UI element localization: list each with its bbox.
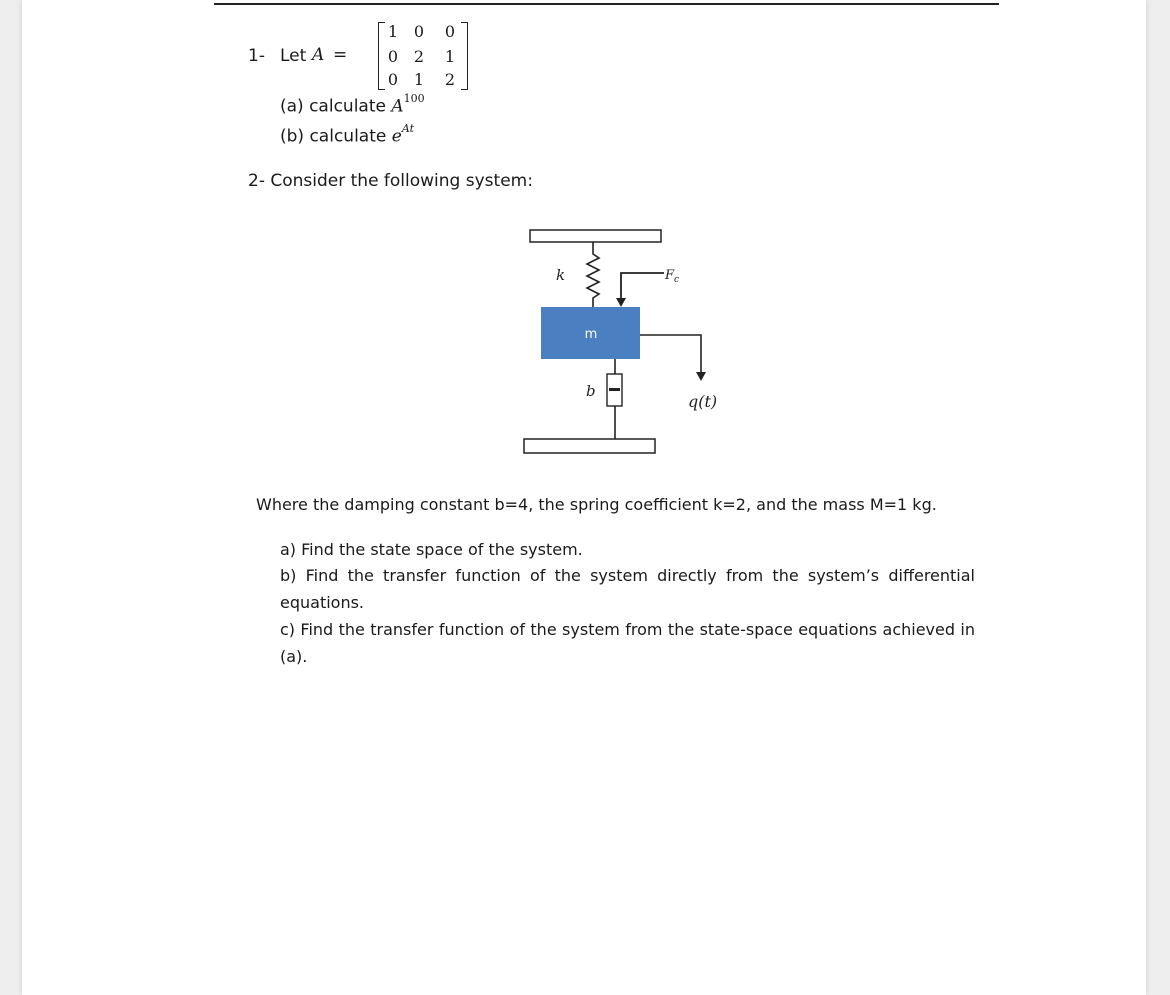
problem-1-part-b	[280, 122, 414, 147]
output-label: q(t)	[688, 392, 718, 411]
matrix-cell: 0	[387, 70, 399, 89]
question-c: c) Find the transfer function of the system from the state-space equations achieved in (a).	[280, 620, 975, 666]
force-label: $F_c$	[665, 268, 680, 285]
top-support	[530, 230, 661, 242]
force-arrowhead	[616, 298, 626, 307]
matrix-right-bracket	[461, 22, 468, 90]
part-b-label: (b) calculate	[280, 126, 387, 147]
part-a-base: A	[391, 96, 404, 117]
problem-1-part-a	[280, 92, 425, 117]
matrix-cell: 2	[444, 70, 456, 89]
matrix-cell: 0	[413, 22, 425, 41]
part-b-exponent: At	[401, 122, 414, 135]
problem-1-number: 1-	[248, 46, 265, 66]
matrix-cell: 1	[387, 22, 399, 41]
matrix-cell: 0	[444, 22, 456, 41]
part-a-label: (a) calculate	[280, 96, 386, 117]
ground-support	[524, 439, 655, 453]
equals-sign: =	[333, 45, 348, 65]
matrix-variable: A	[312, 45, 325, 65]
matrix-cell: 1	[444, 47, 456, 66]
damper-piston	[609, 388, 620, 391]
matrix-cell: 1	[413, 70, 425, 89]
output-arrowhead	[696, 372, 706, 381]
question-a: a) Find the state space of the system.	[280, 540, 583, 559]
mass-spring-damper-diagram	[520, 224, 718, 459]
matrix-cell: 2	[413, 47, 425, 66]
top-rule	[214, 3, 999, 5]
part-b-base: e	[391, 126, 402, 147]
system-description: Where the damping constant b=4, the spring coefficient k=2, and the mass M=1 kg.	[256, 495, 937, 514]
part-a-exponent: 100	[403, 92, 425, 105]
mass-label: m	[584, 327, 598, 342]
damper-label: b	[586, 382, 596, 400]
matrix-cell: 0	[387, 47, 399, 66]
spring	[587, 242, 599, 309]
problem-2-heading: 2- Consider the following system:	[248, 171, 533, 191]
matrix-A	[378, 20, 468, 92]
force-line	[621, 273, 664, 302]
problem-1-let: Let	[280, 46, 307, 66]
document-page	[22, 0, 1146, 995]
question-b: b) Find the transfer function of the system directly from the system’s differential equations.	[280, 566, 975, 612]
output-line	[640, 335, 701, 376]
spring-label: k	[556, 266, 566, 284]
